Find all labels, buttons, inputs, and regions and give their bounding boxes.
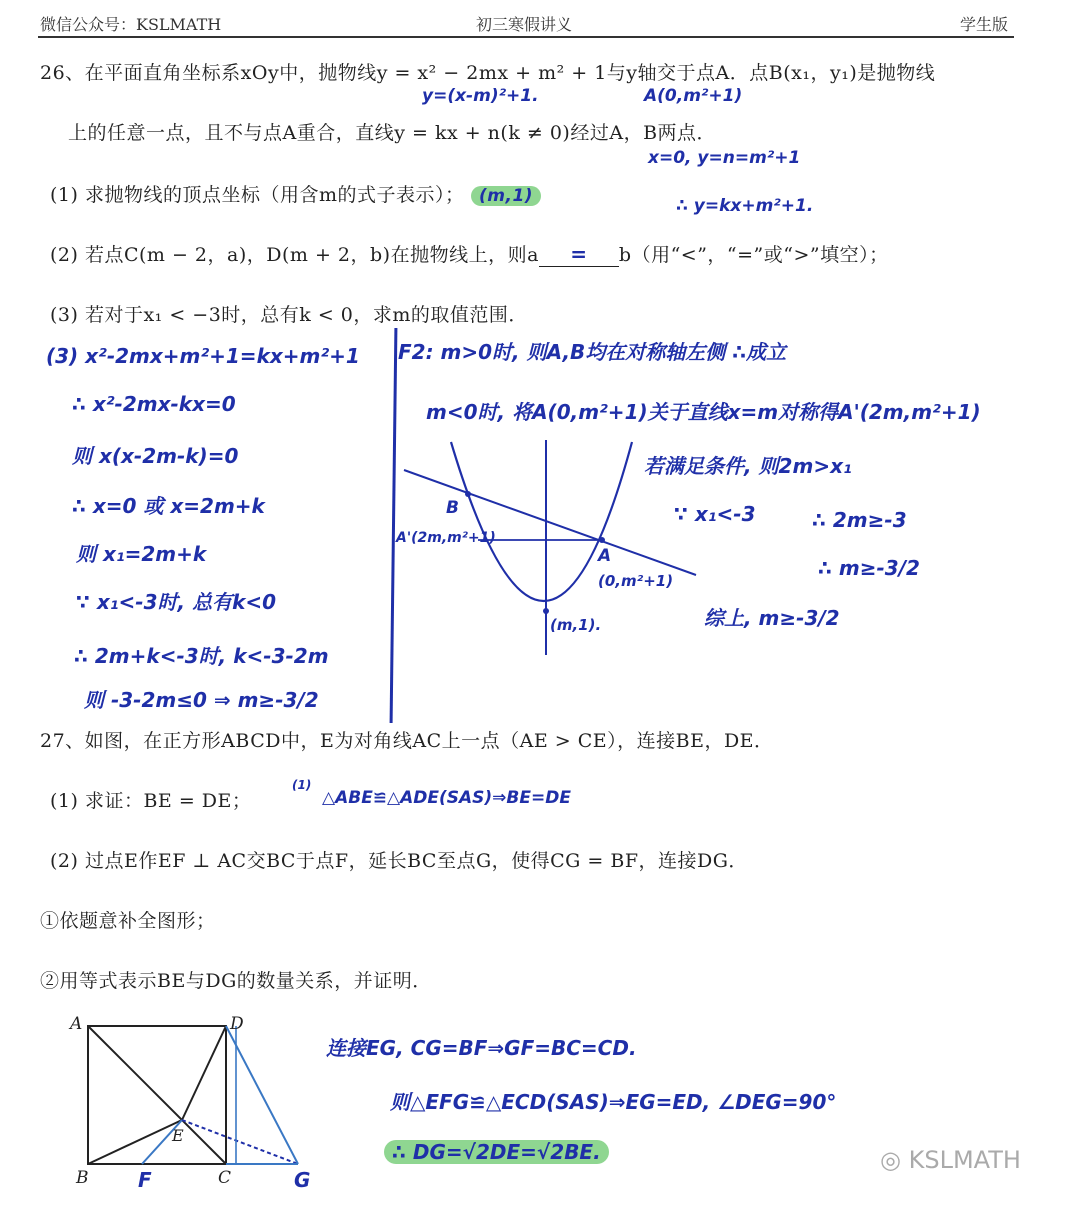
fig-label-g: G bbox=[294, 1168, 311, 1192]
wechat-icon: ◎ bbox=[880, 1146, 901, 1174]
point-vertex bbox=[543, 608, 549, 614]
work-right-5: ∴ 2m≥-3 bbox=[812, 508, 907, 532]
q27-part2: (2) 过点E作EF ⊥ AC交BC于点F，延长BC至点G，使得CG = BF，连接DG． bbox=[50, 850, 748, 872]
q27-line1: 27、如图，在正方形ABCD中，E为对角线AC上一点（AE > CE），连接BE，DE． bbox=[40, 730, 774, 752]
q26-part2-b: b（用“<”，“=”或“>”填空）； bbox=[618, 244, 889, 266]
graph-label-b: B bbox=[446, 498, 459, 518]
note-point-a: A(0,m²+1) bbox=[644, 86, 743, 106]
proof-line-2: 则△EFG≌△ECD(SAS)⇒EG=ED, ∠DEG=90° bbox=[390, 1090, 837, 1114]
watermark-text: KSLMATH bbox=[908, 1146, 1021, 1174]
point-b bbox=[465, 491, 471, 497]
header-rule bbox=[38, 36, 1014, 38]
q26-line2: 上的任意一点，且不与点A重合，直线y = kx + n(k ≠ 0)经过A，B两点． bbox=[68, 122, 717, 144]
work-left-7: ∴ 2m+k<-3时, k<-3-2m bbox=[74, 644, 329, 668]
segment-be bbox=[88, 1120, 182, 1164]
work-right-7: 综上, m≥-3/2 bbox=[704, 606, 840, 630]
proof-line-3: ∴ DG=√2DE=√2BE. bbox=[384, 1140, 609, 1164]
work-right-6: ∴ m≥-3/2 bbox=[818, 556, 920, 580]
work-left-2: ∴ x²-2mx-kx=0 bbox=[72, 392, 236, 416]
line-ab bbox=[404, 470, 696, 575]
fig-label-e: E bbox=[172, 1126, 184, 1145]
header-right: 学生版 bbox=[960, 15, 1009, 34]
q27-part1-answer: △ABE≌△ADE(SAS)⇒BE=DE bbox=[322, 788, 571, 808]
header-left: 微信公众号：KSLMATH bbox=[40, 15, 222, 34]
work-left-5: 则 x₁=2m+k bbox=[76, 542, 207, 566]
fig-label-a: A bbox=[70, 1014, 83, 1034]
work-right-2: m<0时, 将A(0,m²+1)关于直线x=m对称得A'(2m,m²+1) bbox=[426, 400, 981, 424]
q27-part1: (1) 求证：BE = DE； bbox=[50, 790, 252, 812]
graph-label-a-coord: (0,m²+1) bbox=[598, 572, 674, 590]
q26-part2-blank: = bbox=[539, 242, 619, 267]
work-right-3: 若满足条件, 则2m>x₁ bbox=[644, 454, 852, 478]
work-left-1: (3) x²-2mx+m²+1=kx+m²+1 bbox=[46, 344, 360, 368]
proof-line-1: 连接EG, CG=BF⇒GF=BC=CD. bbox=[326, 1036, 637, 1060]
q26-line1: 26、在平面直角坐标系xOy中，抛物线y = x² − 2mx + m² + 1与y轴交于点A．点B(x₁，y₁)是抛物线 bbox=[40, 62, 936, 84]
q26-part2-a: (2) 若点C(m − 2，a)，D(m + 2，b)在抛物线上，则a bbox=[50, 244, 539, 266]
segment-de bbox=[182, 1026, 226, 1120]
q27-sub2: ②用等式表示BE与DG的数量关系，并证明． bbox=[40, 970, 432, 992]
segment-eg bbox=[182, 1120, 298, 1164]
q27-sub1: ①依题意补全图形； bbox=[40, 910, 216, 932]
q27-note-tag: (1) bbox=[292, 778, 312, 792]
fig-label-d: D bbox=[230, 1014, 244, 1034]
fig-label-f: F bbox=[138, 1168, 152, 1192]
graph-label-aprime: A'(2m,m²+1) bbox=[396, 530, 496, 546]
fig-label-c: C bbox=[218, 1168, 232, 1188]
q26-part1-text: (1) 求抛物线的顶点坐标（用含m的式子表示）； bbox=[50, 184, 465, 206]
work-left-6: ∵ x₁<-3时, 总有k<0 bbox=[76, 590, 277, 614]
q26-part1 bbox=[50, 180, 541, 207]
q26-part3: (3) 若对于x₁ < −3时，总有k < 0，求m的取值范围． bbox=[50, 304, 528, 326]
note-x0: x=0, y=n=m²+1 bbox=[648, 148, 801, 168]
fig-label-b: B bbox=[76, 1168, 89, 1188]
q26-part2 bbox=[50, 240, 889, 267]
work-left-8: 则 -3-2m≤0 ⇒ m≥-3/2 bbox=[84, 688, 319, 712]
work-right-4: ∵ x₁<-3 bbox=[674, 502, 756, 526]
header-center: 初三寒假讲义 bbox=[476, 15, 573, 34]
work-left-3: 则 x(x-2m-k)=0 bbox=[72, 444, 239, 468]
work-right-1: F2: m>0时, 则A,B均在对称轴左侧 ∴成立 bbox=[398, 340, 787, 364]
point-a bbox=[599, 537, 605, 543]
diagonal-ac bbox=[88, 1026, 226, 1164]
work-left-4: ∴ x=0 或 x=2m+k bbox=[72, 494, 265, 518]
watermark bbox=[880, 1146, 1021, 1174]
note-line-eq: ∴ y=kx+m²+1. bbox=[676, 196, 814, 216]
graph-label-vertex: (m,1). bbox=[550, 616, 602, 634]
graph-label-a: A bbox=[598, 546, 612, 566]
note-vertex-form: y=(x-m)²+1. bbox=[422, 86, 539, 106]
q26-part1-answer: (m,1) bbox=[471, 186, 541, 206]
